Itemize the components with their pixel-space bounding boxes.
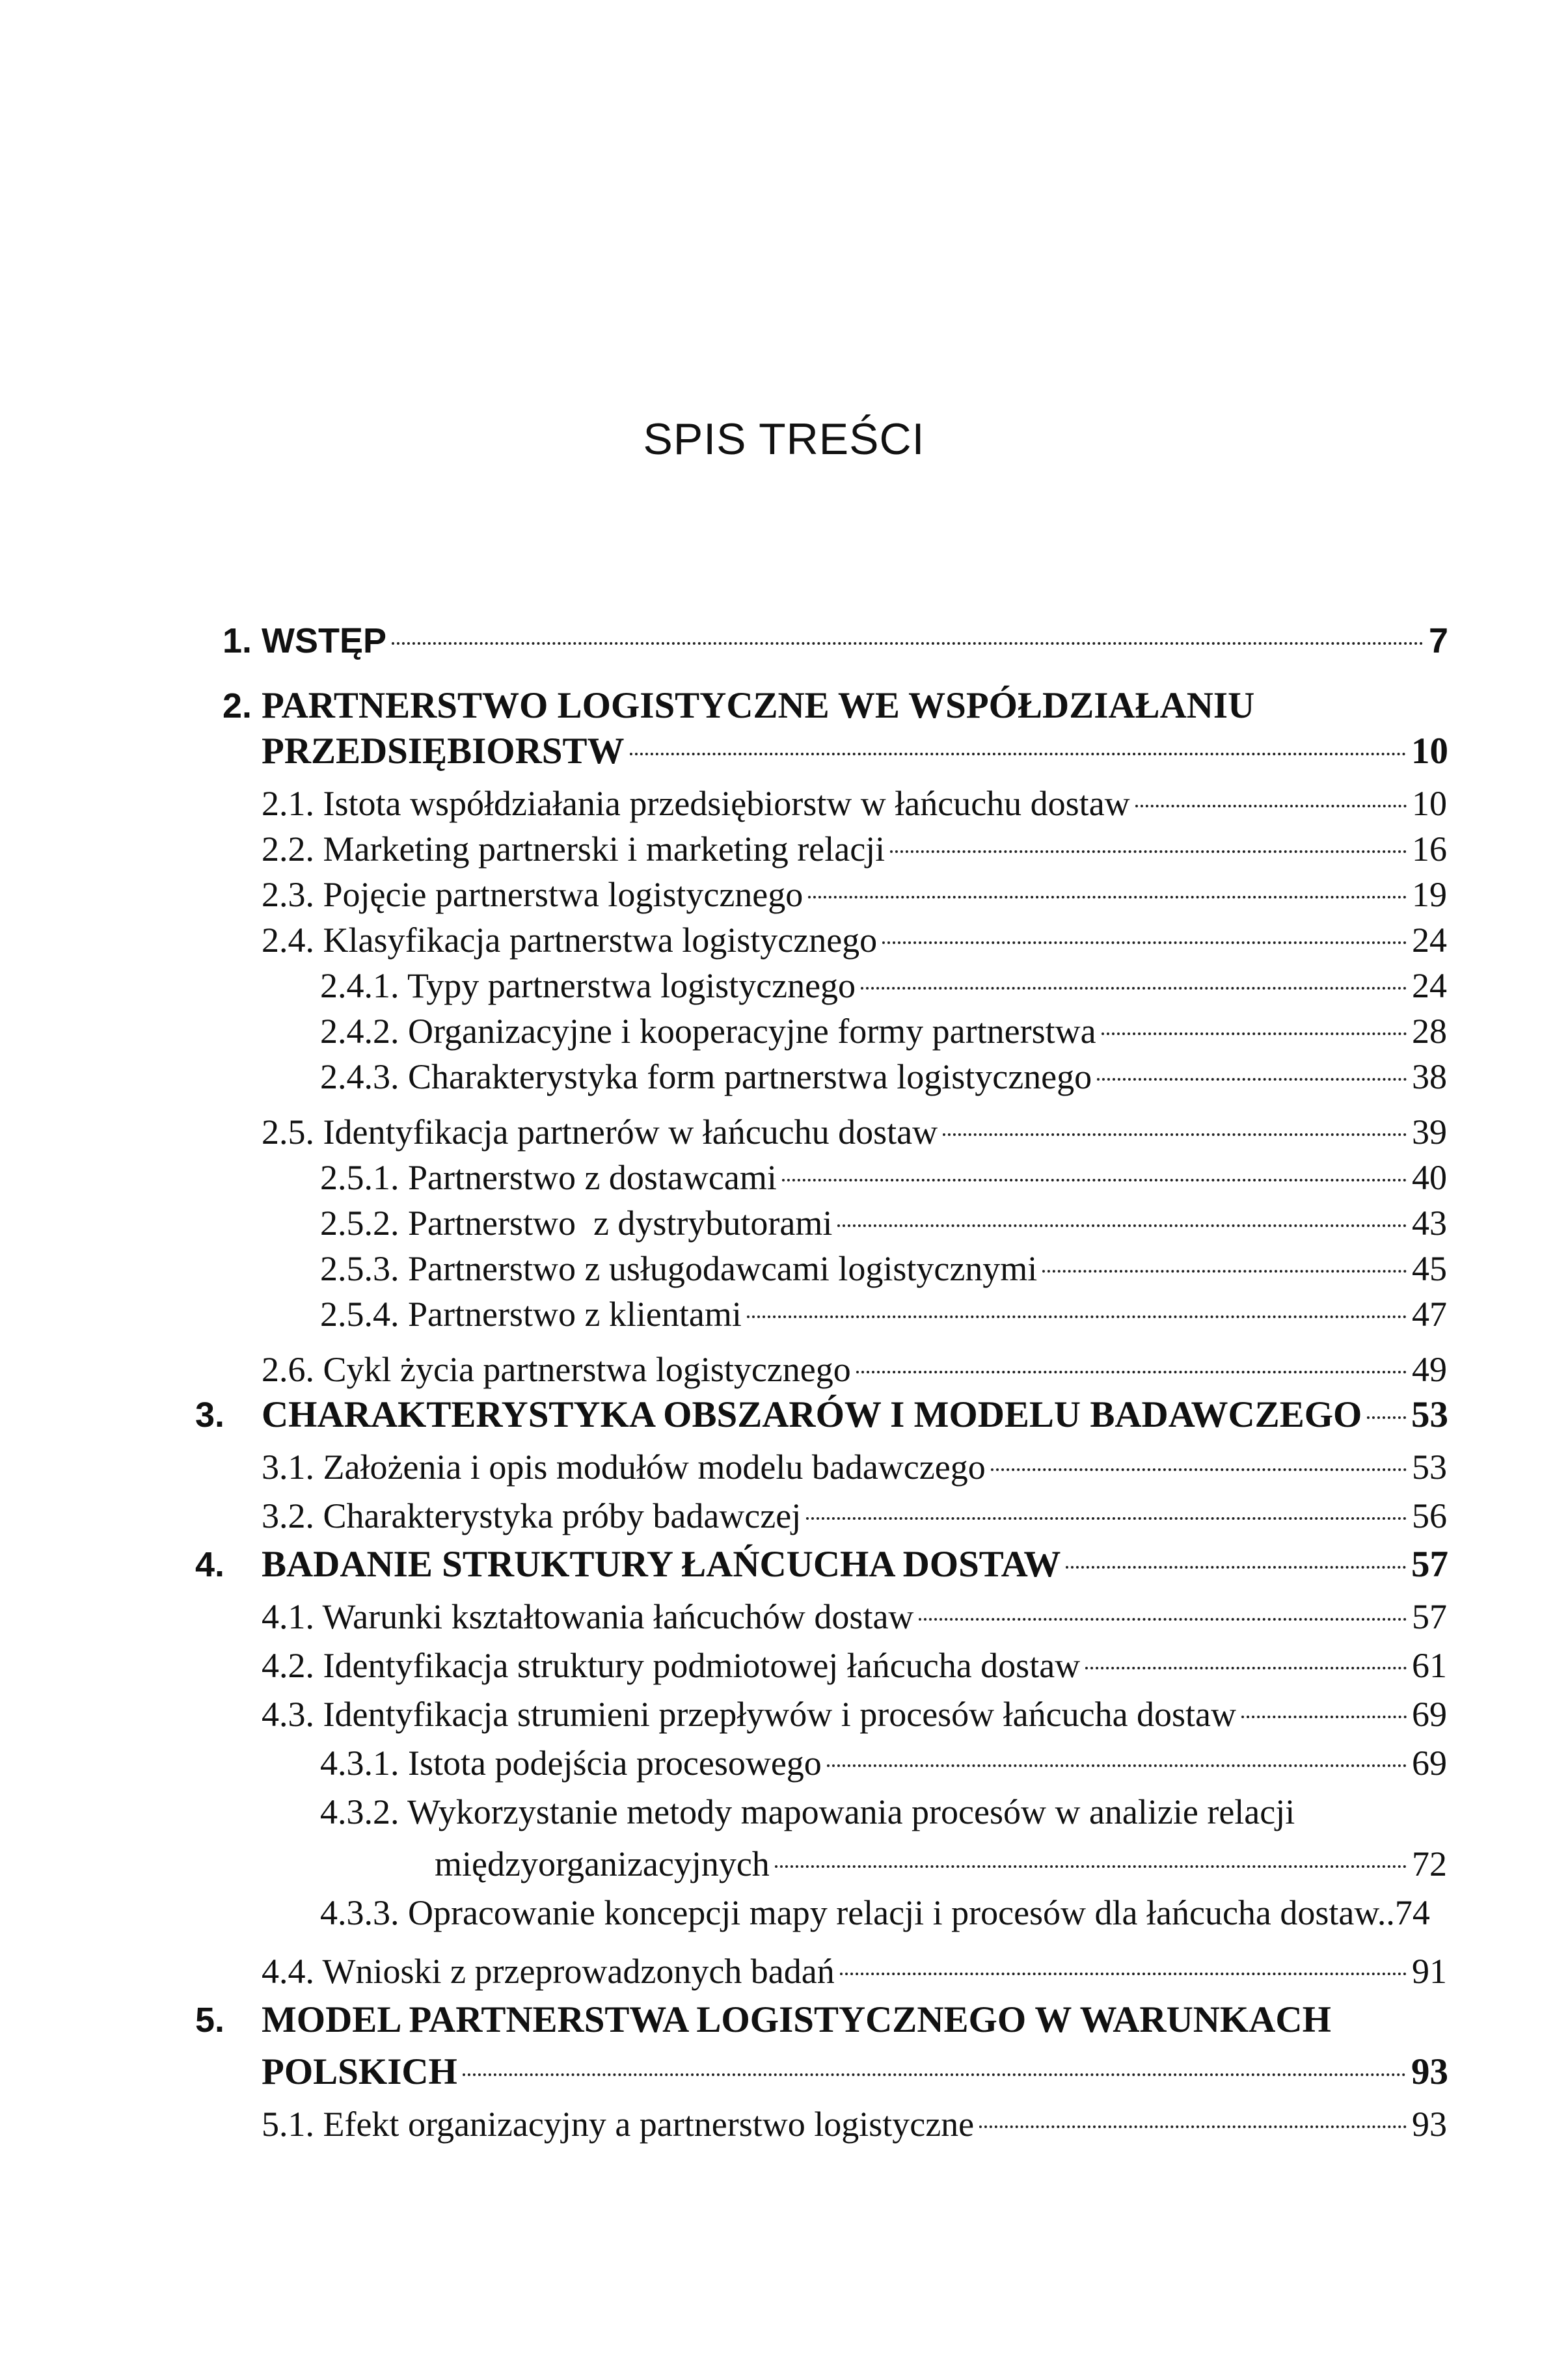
toc-label: 4.1. Warunki kształtowania łańcuchów dostaw	[262, 1597, 914, 1636]
toc-page-number: 16	[1412, 830, 1447, 869]
dot-leader	[1367, 1416, 1406, 1419]
toc-label: 2.4.2. Organizacyjne i kooperacyjne formy partnerstwa	[320, 1012, 1096, 1051]
toc-page-number: 7	[1428, 621, 1448, 660]
toc-number: 2.5.2.	[320, 1204, 399, 1243]
dot-leader	[856, 1371, 1407, 1373]
dot-leader	[861, 987, 1407, 990]
toc-page-number: 45	[1412, 1249, 1447, 1288]
toc-label: 4.3. Identyfikacja strumieni przepływów i procesów łańcucha dostaw	[262, 1695, 1237, 1734]
toc-number: 5.	[195, 2001, 225, 2040]
toc-number: 5.1.	[262, 2105, 314, 2144]
toc-page-number: 47	[1412, 1295, 1447, 1334]
page-title: SPIS TREŚCI	[643, 414, 925, 464]
toc-entry-4-1	[262, 1591, 1447, 1643]
toc-label: PRZEDSIĘBIORSTW	[262, 731, 625, 772]
toc-label: 4.4. Wnioski z przeprowadzonych badań	[262, 1952, 835, 1991]
dot-leader	[890, 850, 1407, 853]
dot-leader	[840, 1973, 1407, 1975]
toc-label: 2.4. Klasyfikacja partnerstwa logistycznego	[262, 921, 878, 960]
toc-entry-2-5-3	[320, 1243, 1447, 1295]
toc-entry-4-3-3	[320, 1887, 1447, 1939]
toc-page-number: 40	[1412, 1158, 1447, 1197]
toc-page-number: 38	[1412, 1057, 1447, 1096]
toc-label: 2.4.3. Charakterystyka form partnerstwa logistycznego	[320, 1057, 1092, 1096]
toc-number: 4.1.	[262, 1597, 314, 1636]
toc-number: 4.3.	[262, 1695, 314, 1734]
toc-line	[262, 725, 1448, 777]
toc-number: 4.2.	[262, 1646, 314, 1685]
toc-entry-4-4	[262, 1945, 1447, 1997]
toc-number: 2.4.1.	[320, 966, 399, 1005]
dot-leader	[782, 1179, 1407, 1181]
dot-leader	[1097, 1078, 1407, 1081]
dot-leader	[1042, 1270, 1407, 1273]
toc-page-number: 53	[1412, 1448, 1447, 1487]
toc-page-number: 24	[1412, 966, 1447, 1005]
toc-label: 4.3.3. Opracowanie koncepcji mapy relacji i procesów dla łańcucha dostaw..	[320, 1893, 1395, 1932]
toc-entry-2-5-4	[320, 1288, 1447, 1340]
toc-entry-2-1	[262, 777, 1447, 830]
toc-line	[435, 1838, 1447, 1890]
toc-label-line1: PARTNERSTWO LOGISTYCZNE WE WSPÓŁDZIAŁANIU	[262, 685, 1255, 726]
toc-line	[262, 2046, 1448, 2098]
toc-number: 4.3.3.	[320, 1893, 399, 1932]
toc-number: 2.6.	[262, 1350, 314, 1389]
dot-leader	[1135, 805, 1407, 807]
toc-page-number: 93	[1411, 2051, 1448, 2092]
dot-leader	[747, 1315, 1407, 1318]
toc-label: międzyorganizacyjnych	[435, 1844, 770, 1883]
toc-label-line1: MODEL PARTNERSTWA LOGISTYCZNEGO W WARUNKACH	[262, 1999, 1331, 2040]
toc-label: 5.1. Efekt organizacyjny a partnerstwo logistyczne	[262, 2105, 975, 2144]
toc-label: 2.3. Pojęcie partnerstwa logistycznego	[262, 875, 804, 914]
dot-leader	[979, 2125, 1407, 2128]
dot-leader	[630, 753, 1406, 755]
toc-entry-2-4-1	[320, 960, 1447, 1012]
toc-entry-2-5-1	[320, 1152, 1447, 1204]
dot-leader	[1066, 1566, 1406, 1569]
toc-label: 2.5. Identyfikacja partnerów w łańcuchu dostaw	[262, 1113, 938, 1152]
toc-page-number: 57	[1412, 1597, 1447, 1636]
toc-label: 4.3.1. Istota podejścia procesowego	[320, 1744, 822, 1783]
toc-label: CHARAKTERYSTYKA OBSZARÓW I MODELU BADAWCZEGO	[262, 1394, 1362, 1435]
toc-entry-3-1	[262, 1441, 1447, 1493]
toc-label: 3.2. Charakterystyka próby badawczej	[262, 1496, 802, 1535]
toc-number: 2.5.1.	[320, 1158, 399, 1197]
toc-entry-4-2	[262, 1639, 1447, 1692]
dot-leader	[808, 896, 1407, 898]
toc-label-line1: 4.3.2. Wykorzystanie metody mapowania procesów w analizie relacji	[320, 1792, 1295, 1831]
toc-label: 3.1. Założenia i opis modułów modelu badawczego	[262, 1448, 986, 1487]
toc-entry-3-2	[262, 1490, 1447, 1542]
dot-leader	[943, 1133, 1407, 1136]
dot-leader	[837, 1224, 1407, 1227]
dot-leader	[1085, 1667, 1407, 1669]
toc-label: 2.5.3. Partnerstwo z usługodawcami logistycznymi	[320, 1249, 1038, 1288]
toc-entry-2-4-3	[320, 1051, 1447, 1103]
toc-page-number: 49	[1412, 1350, 1447, 1389]
toc-page-number: 53	[1411, 1394, 1448, 1435]
toc-number: 2.5.	[262, 1113, 314, 1152]
toc-label: 2.4.1. Typy partnerstwa logistycznego	[320, 966, 856, 1005]
toc-page-number: 61	[1412, 1646, 1447, 1685]
toc-page-number: 56	[1412, 1496, 1447, 1535]
toc-page-number: 69	[1412, 1744, 1447, 1783]
toc-page-number: 28	[1412, 1012, 1447, 1051]
dot-leader	[827, 1764, 1407, 1767]
toc-label: 4.2. Identyfikacja struktury podmiotowej łańcucha dostaw	[262, 1646, 1081, 1685]
dot-leader	[806, 1517, 1407, 1520]
dot-leader	[392, 642, 1424, 645]
toc-page-number: 72	[1412, 1844, 1447, 1883]
toc-page-number: 74	[1394, 1893, 1430, 1932]
toc-number: 2.3.	[262, 875, 314, 914]
toc-line	[262, 1539, 1448, 1591]
toc-label: 2.5.2. Partnerstwo z dystrybutorami	[320, 1204, 833, 1243]
toc-label: 2.2. Marketing partnerski i marketing relacji	[262, 830, 885, 869]
toc-label: BADANIE STRUKTURY ŁAŃCUCHA DOSTAW	[262, 1544, 1061, 1585]
dot-leader	[991, 1468, 1407, 1471]
toc-entry-2-2	[262, 823, 1447, 875]
toc-page-number: 93	[1412, 2105, 1447, 2144]
dot-leader	[1102, 1032, 1407, 1035]
dot-leader	[463, 2073, 1406, 2076]
toc-number: 3.	[195, 1396, 225, 1435]
toc-number: 4.3.1.	[320, 1744, 399, 1783]
toc-entry-2-4	[262, 914, 1447, 966]
toc-page-number: 69	[1412, 1695, 1447, 1734]
toc-label: WSTĘP	[262, 621, 387, 660]
toc-entry-2-3	[262, 869, 1447, 921]
toc-entry-2-5	[262, 1106, 1447, 1158]
toc-number: 3.2.	[262, 1496, 314, 1535]
toc-line	[262, 1389, 1448, 1441]
toc-number: 2.	[223, 686, 252, 725]
toc-number: 2.5.3.	[320, 1249, 399, 1288]
toc-page-number: 19	[1412, 875, 1447, 914]
toc-number: 3.1.	[262, 1448, 314, 1487]
toc-number: 4.4.	[262, 1952, 314, 1991]
toc-number: 4.	[195, 1545, 225, 1584]
toc-label: 2.1. Istota współdziałania przedsiębiorstw w łańcuchu dostaw	[262, 784, 1130, 823]
toc-number: 2.4.3.	[320, 1057, 399, 1096]
toc-number: 2.4.2.	[320, 1012, 399, 1051]
toc-number: 2.5.4.	[320, 1295, 399, 1334]
toc-entry-5-1	[262, 2098, 1447, 2150]
dot-leader	[775, 1865, 1407, 1868]
toc-entry-2-6	[262, 1343, 1447, 1396]
toc-entry-2-5-2	[320, 1197, 1447, 1249]
toc-page-number: 10	[1411, 731, 1448, 772]
toc-label: POLSKICH	[262, 2051, 457, 2092]
toc-number: 2.2.	[262, 830, 314, 869]
toc-page-number: 10	[1412, 784, 1447, 823]
toc-number: 1.	[223, 621, 252, 660]
toc-page-number: 24	[1412, 921, 1447, 960]
toc-number: 2.1.	[262, 784, 314, 823]
toc-label: 2.5.4. Partnerstwo z klientami	[320, 1295, 742, 1334]
toc-entry-4-3-1	[320, 1737, 1447, 1789]
toc-line	[262, 615, 1448, 667]
toc-label: 2.6. Cykl życia partnerstwa logistycznego	[262, 1350, 851, 1389]
toc-entry-2-4-2	[320, 1005, 1447, 1057]
toc-label: 2.5.1. Partnerstwo z dostawcami	[320, 1158, 777, 1197]
toc-page-number: 39	[1412, 1113, 1447, 1152]
toc-entry-4-3	[262, 1688, 1447, 1740]
toc-number: 4.3.2.	[320, 1792, 399, 1831]
toc-page-number: 57	[1411, 1544, 1448, 1585]
dot-leader	[919, 1618, 1407, 1621]
dot-leader	[882, 941, 1407, 944]
toc-page-number: 91	[1412, 1952, 1447, 1991]
toc-number: 2.4.	[262, 921, 314, 960]
toc-page-number: 43	[1412, 1204, 1447, 1243]
dot-leader	[1241, 1716, 1407, 1718]
